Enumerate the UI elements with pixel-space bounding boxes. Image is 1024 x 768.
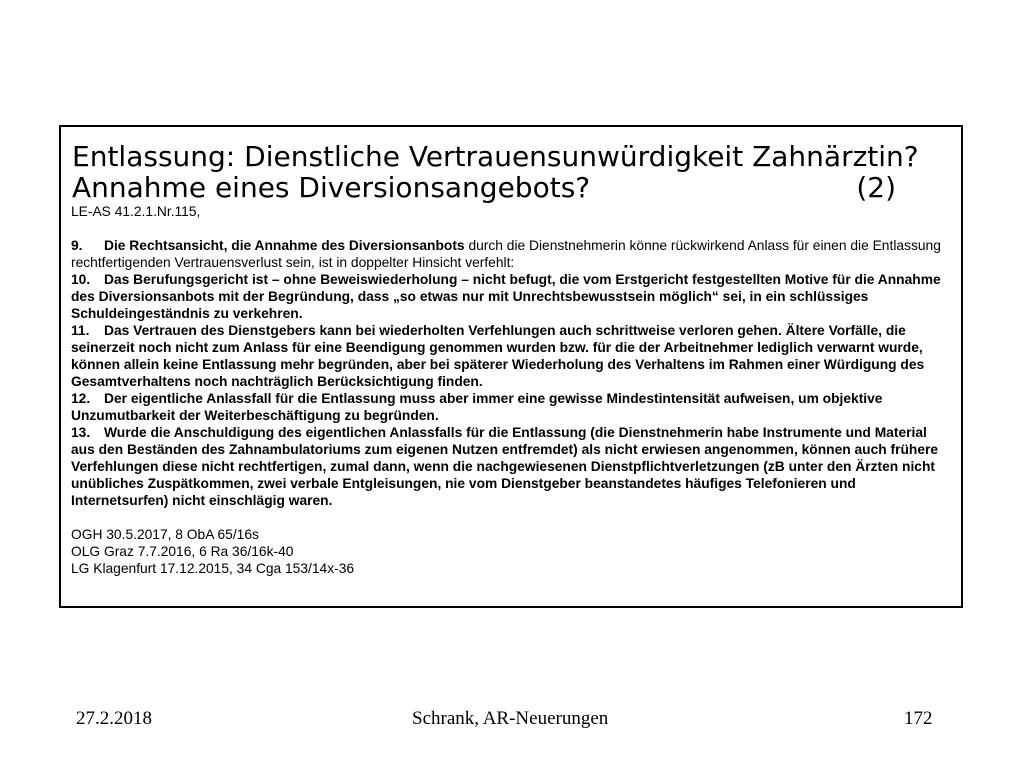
footer-author-title: Schrank, AR-Neuerungen (412, 708, 609, 729)
title-line-2 (72, 172, 896, 203)
paragraph-number: 12. (71, 391, 91, 406)
paragraph-13 (71, 424, 951, 509)
paragraph-number: 11. (71, 323, 90, 338)
paragraph-number: 13. (71, 425, 91, 440)
paragraph-text: Wurde die Anschuldigung des eigentlichen Anlassfalls für die Entlassung (die Dienstnehmerin habe Instrumente und Material aus den Beständen des Zahnambulatoriums zum eigenen Nutzen entfremdet) als nicht erwiesen angenommen, können auch frühere Verfehlungen diese nicht rechtfertigen, zumal dann, wenn die nachgewiesenen Dienstpflichtverletzungen (zB unter den Ärzten nicht unübliches Zuspätkommen, zwei verbale Entgleisungen, nie vom Dienstgeber beanstandetes häufiges Telefonieren und Internetsurfen) nicht einschlägig waren. (71, 425, 939, 508)
citation-lg: LG Klagenfurt 17.12.2015, 34 Cga 153/14x-36 (71, 561, 355, 576)
paragraph-12 (71, 390, 951, 424)
title-line-1: Entlassung: Dienstliche Vertrauensunwürdigkeit Zahnärztin? (72, 140, 919, 173)
citation-ogh: OGH 30.5.2017, 8 ObA 65/16s (71, 527, 259, 542)
paragraph-text: Der eigentliche Anlassfall für die Entlassung muss aber immer eine gewisse Mindestintensität aufweisen, um objektive Unzumutbarkeit der Weiterbeschäftigung zu begründen. (71, 391, 883, 423)
paragraph-normal-text: durch die Dienstnehmerin könne rückwirkend Anlass für einen die Entlassung rechtfertigenden Vertrauensverlust sein, ist in doppelter Hinsicht verfehlt: (71, 238, 941, 270)
footer-page-number: 172 (904, 708, 933, 729)
title-line-2-text: Annahme eines Diversionsangebots? (72, 171, 591, 204)
content-box (59, 125, 963, 608)
slide-title (72, 141, 951, 203)
title-part-number: (2) (856, 171, 896, 204)
paragraph-9 (71, 237, 951, 271)
paragraph-10 (71, 271, 951, 322)
court-citations (71, 526, 951, 577)
citation-olg: OLG Graz 7.7.2016, 6 Ra 36/16k-40 (71, 544, 294, 559)
paragraph-bold-text: Die Rechtsansicht, die Annahme des Diversionsanbots (104, 238, 465, 253)
paragraph-number: 10. (71, 272, 91, 287)
paragraph-number: 9. (71, 238, 83, 253)
paragraph-11 (71, 322, 951, 390)
paragraph-text: Das Berufungsgericht ist – ohne Beweiswiederholung – nicht befugt, die vom Erstgericht festgestellten Motive für die Annahme des Diversionsanbots mit der Begründung, dass „so etwas nur mit Unrechtsbewusstsein möglich“ sei, in ein schlüssiges Schuldeingeständnis zu verkehren. (71, 272, 941, 321)
paragraph-text: Das Vertrauen des Dienstgebers kann bei wiederholten Verfehlungen auch schrittweise verloren gehen. Ältere Vorfälle, die seinerzeit noch nicht zum Anlass für eine Beendigung genommen wurden bzw. für die der Arbeitnehmer lediglich verwarnt wurde, können allein keine Entlassung mehr begründen, aber bei späterer Wiederholung des Verhaltens im Rahmen einer Würdigung des Gesamtverhaltens noch nachträglich Berücksichtigung finden. (71, 323, 925, 389)
footer-date: 27.2.2018 (76, 708, 152, 729)
reference-line: LE-AS 41.2.1.Nr.115, (71, 204, 201, 219)
